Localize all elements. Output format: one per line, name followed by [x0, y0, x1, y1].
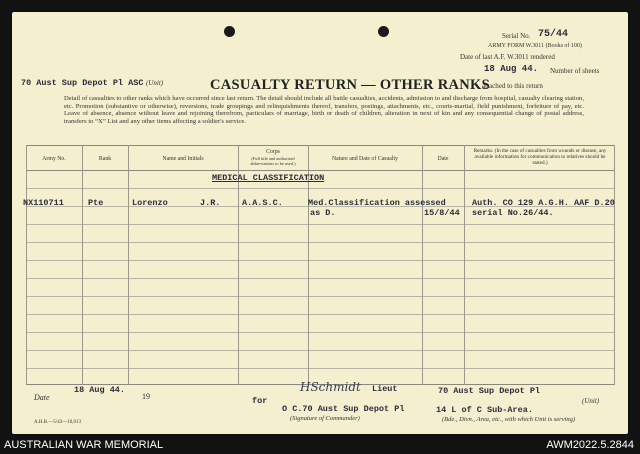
header-remarks: Remarks. (In the case of casualties from wounds or disease, any available information for communication to relatives should be stated.) [473, 148, 607, 166]
row-rule [26, 368, 614, 369]
column-rule [26, 145, 27, 385]
cell-date: 15/8/44 [424, 208, 460, 218]
footer-institution: AUSTRALIAN WAR MEMORIAL [4, 439, 164, 451]
header-corps-note: (Full title and authorised abbreviations to be used.) [250, 156, 296, 166]
table-header-rule [26, 170, 614, 171]
footer-catalogue-number: AWM2022.5.2844 [546, 439, 634, 451]
area-label: (Bde., Divn., Area, etc., with which Unit is serving) [442, 416, 576, 423]
cell-army-no: NX110711 [23, 198, 64, 208]
bottom-unit-label: (Unit) [582, 397, 600, 405]
bottom-date-label: Date [34, 393, 50, 402]
cell-remarks-line2: serial No.26/44. [472, 208, 554, 218]
serial-label: Serial No. [502, 32, 531, 40]
punch-hole-right [378, 26, 389, 37]
date-last-value: 18 Aug 44. [484, 64, 539, 74]
cell-remarks-line1: Auth. CO 129 A.G.H. AAF D.20 [472, 198, 615, 208]
bottom-year-prefix: 19 [142, 392, 150, 401]
unit-value: 70 Aust Sup Depot Pl ASC [21, 78, 144, 88]
bottom-unit-value: 70 Aust Sup Depot Pl [438, 386, 541, 396]
header-corps: Corps [266, 149, 280, 155]
column-rule [128, 145, 129, 385]
table-top-rule [26, 145, 614, 146]
row-rule [26, 242, 614, 243]
column-rule [82, 145, 83, 385]
row-rule [26, 296, 614, 297]
commander-line: O C.70 Aust Sup Depot Pl [282, 404, 405, 414]
row-rule [26, 224, 614, 225]
row-rule [26, 260, 614, 261]
section-heading: MEDICAL CLASSIFICATION [212, 173, 325, 183]
form-title: CASUALTY RETURN — OTHER RANKS [210, 77, 490, 93]
row-rule [26, 350, 614, 351]
print-code: A.H.B.—5/43—10,013 [34, 420, 81, 425]
punch-hole-left [224, 26, 235, 37]
header-rank: Rank [98, 156, 112, 162]
form-description: Detail of casualties to other ranks which have occurred since last return. The detail should include all battle casualties, accidents, admission to and discharge from hospital, casualty clearing station, etc. Promotion (substantive or otherwise), reversions, trade groupings and relinquishments thereof, transfers, postings, attachments, etc., courts-martial, field punishment, forfeiture of pay, etc. Leave of absence, absence without leave and rejoining therefrom, particulars of marriage, birth or death of children, alteration in next of kin and any consequential change of postal address, transfers to “X” List and any other items affecting a soldier's service. [64, 95, 584, 125]
cell-initials: J.R. [200, 198, 221, 208]
date-last-label: Date of last A.F. W.3011 rendered [460, 53, 555, 61]
row-rule [26, 332, 614, 333]
cell-corps: A.A.S.C. [242, 198, 283, 208]
serial-value: 75/44 [538, 29, 569, 40]
for-label: for [252, 396, 268, 406]
header-date: Date [437, 156, 449, 162]
signature: HSchmidt [300, 380, 361, 394]
column-rule [464, 145, 465, 385]
row-rule [26, 278, 614, 279]
attached-label: attached to this return [482, 82, 543, 90]
sheets-label: Number of sheets [550, 67, 600, 75]
column-rule [422, 145, 423, 385]
column-rule [614, 145, 615, 385]
signer-rank: Lieut [372, 384, 398, 394]
army-form-label: ARMY FORM W.3011 (Books of 100) [488, 43, 582, 49]
commander-label: (Signature of Commander) [290, 415, 360, 422]
unit-label: (Unit) [146, 79, 164, 87]
row-rule [26, 188, 614, 189]
cell-nature-line1: Med.Classification assessed [308, 198, 446, 208]
cell-surname: Lorenzo [132, 198, 168, 208]
row-rule [26, 314, 614, 315]
document-sheet [12, 12, 628, 434]
header-army-no: Army No. [42, 156, 66, 162]
header-name: Name and Initials [162, 156, 204, 162]
bottom-date-value: 18 Aug 44. [74, 385, 126, 395]
cell-nature-line2: as D. [310, 208, 336, 218]
cell-rank: Pte [88, 198, 104, 208]
area-value: 14 L of C Sub-Area. [436, 405, 533, 415]
header-nature: Nature and Date of Casualty [332, 156, 398, 162]
